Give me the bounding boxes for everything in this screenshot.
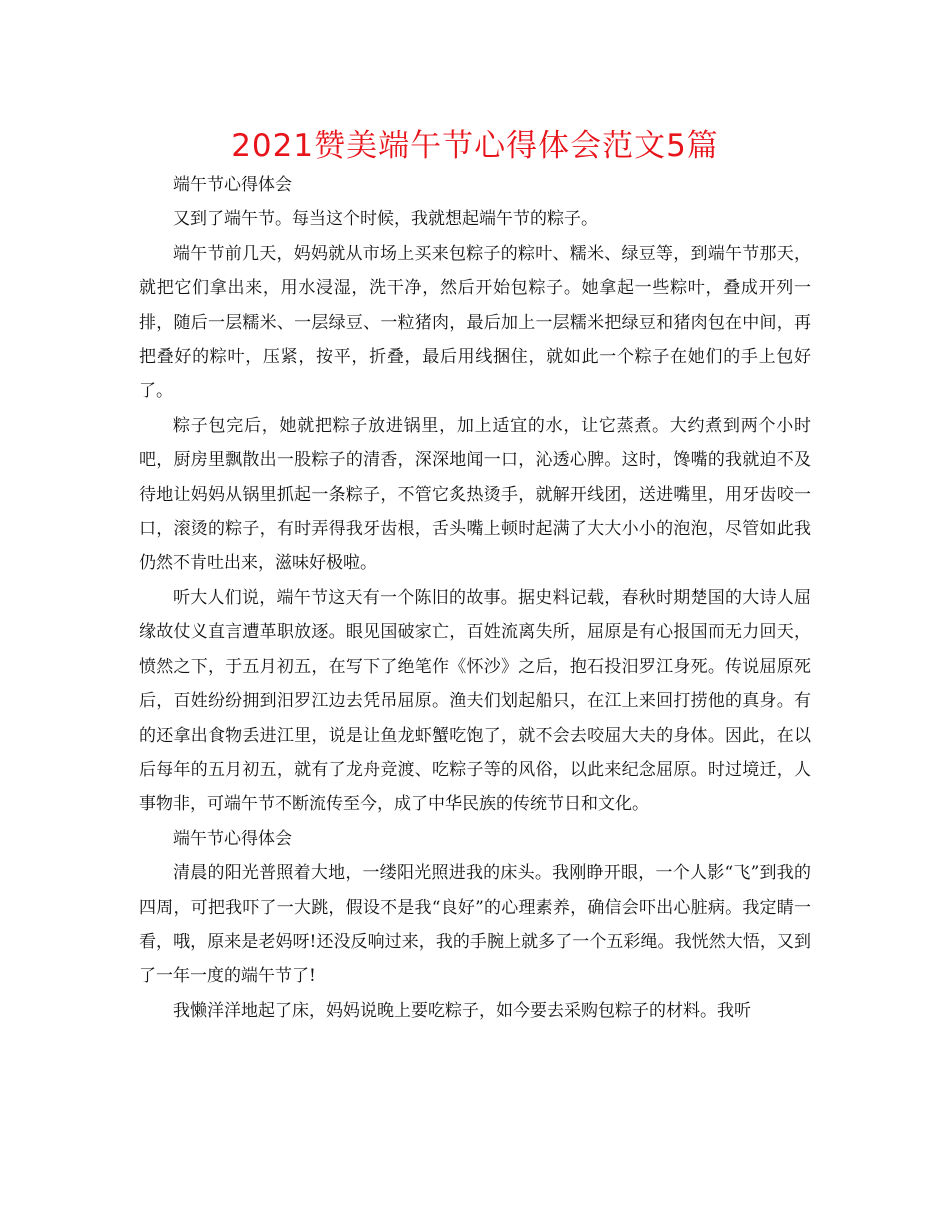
document-body <box>139 168 811 1028</box>
section-heading: 端午节心得体会 <box>173 175 292 195</box>
document-title: 2021赞美端午节心得体会范文5篇 <box>231 128 719 164</box>
paragraph: 端午节前几天，妈妈就从市场上买来包粽子的粽叶、糯米、绿豆等，到端午节那天，就把它们拿出来，用水浸湿，洗干净，然后开始包粽子。她拿起一些粽叶，叠成开列一排，随后一层糯米、一层绿豆、一粒猪肉，最后加上一层糯米把绿豆和猪肉包在中间，再把叠好的粽叶，压紧，按平，折叠，最后用线捆住，就如此一个粽子在她们的手上包好了。 <box>139 243 811 402</box>
paragraph: 粽子包完后，她就把粽子放进锅里，加上适宜的水，让它蒸煮。大约煮到两个小时吧，厨房里飘散出一股粽子的清香，深深地闻一口，沁透心脾。这时，馋嘴的我就迫不及待地让妈妈从锅里抓起一条粽子，不管它炙热烫手，就解开线团，送进嘴里，用牙齿咬一口，滚烫的粽子，有时弄得我牙齿根，舌头嘴上顿时起满了大大小小的泡泡，尽管如此我仍然不肯吐出来，滋味好极啦。 <box>139 415 811 574</box>
section-heading: 端午节心得体会 <box>173 828 292 849</box>
paragraph: 我懒洋洋地起了床，妈妈说晚上要吃粽子，如今要去采购包粽子的材料。我听 <box>173 1000 751 1021</box>
paragraph: 清晨的阳光普照着大地，一缕阳光照进我的床头。我刚睁开眼，一个人影“飞”到我的四周，可把我吓了一大跳，假设不是我“良好”的心理素养，确信会吓出心脏病。我定睛一看，哦，原来是老妈呀!还没反响过来，我的手腕上就多了一个五彩绳。我恍然大悟，又到了一年一度的端午节了! <box>139 863 811 987</box>
paragraph: 又到了端午节。每当这个时候，我就想起端午节的粽子。 <box>173 209 598 230</box>
paragraph: 听大人们说，端午节这天有一个陈旧的故事。据史料记载，春秋时期楚国的大诗人屈缘故仗义直言遭革职放逐。眼见国破家亡，百姓流离失所，屈原是有心报国而无力回天，愤然之下，于五月初五，在写下了绝笔作《怀沙》之后，抱石投汨罗江身死。传说屈原死后，百姓纷纷拥到汨罗江边去凭吊屈原。渔夫们划起船只，在江上来回打捞他的真身。有的还拿出食物丢进江里，说是让鱼龙虾蟹吃饱了，就不会去咬屈大夫的身体。因此，在以后每年的五月初五，就有了龙舟竞渡、吃粽子等的风俗，以此来纪念屈原。时过境迁，人事物非，可端午节不断流传至今，成了中华民族的传统节日和文化。 <box>139 587 811 815</box>
